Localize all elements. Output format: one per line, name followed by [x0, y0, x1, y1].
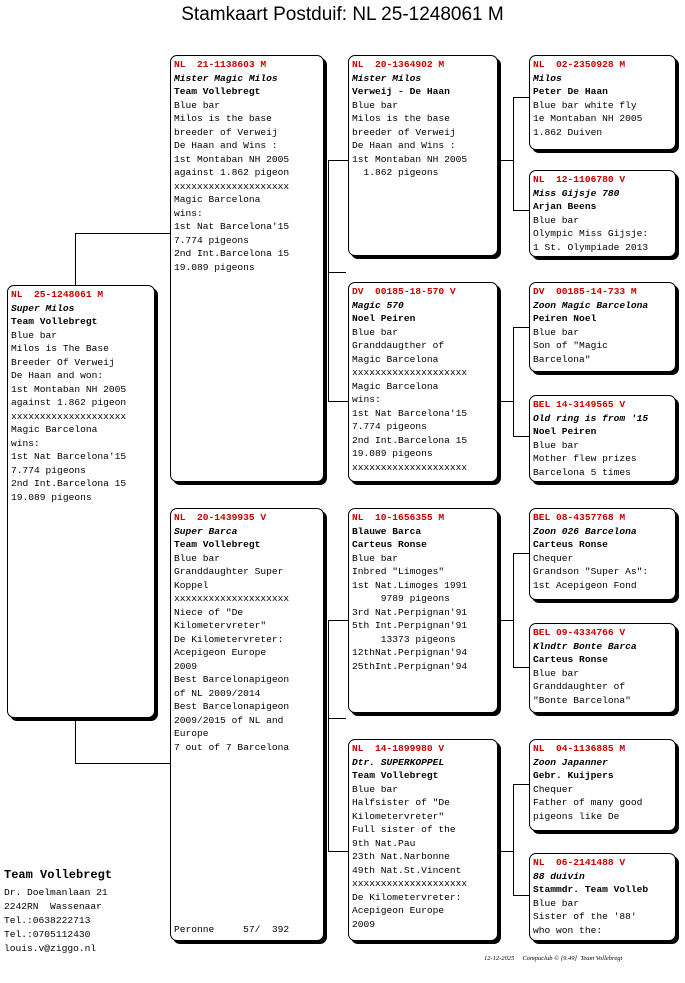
connector-line — [75, 763, 171, 764]
pigeon-name: Mister Magic Milos — [174, 72, 278, 84]
pigeon-name: Magic 570 — [352, 299, 404, 311]
print-date: 12-12-2025 — [484, 955, 515, 962]
info-line: Kilometervreter" — [352, 810, 445, 822]
ring-number: NL 21-1138603 M — [174, 59, 267, 70]
info-line: Granddaughter Super — [174, 566, 284, 577]
breeder-name: Team Vollebregt — [352, 770, 439, 781]
pigeon-name: Dtr. SUPERKOPPEL — [352, 756, 445, 768]
connector-line — [328, 851, 348, 852]
info-line: 1st Nat.Limoges 1991 — [352, 579, 468, 591]
info-line: Barcelona" — [533, 353, 591, 365]
pigeon-name: Super Barca — [174, 525, 238, 537]
ring-number: NL 20-1364902 M — [352, 59, 445, 70]
info-line: 19.089 pigeons — [174, 261, 255, 273]
pigeon-name: Zoon 026 Barcelona — [533, 525, 637, 537]
info-line: 5th Int.Perpignan'91 — [352, 620, 468, 631]
breeder-name: Carteus Ronse — [352, 539, 427, 550]
info-line: Best Barcelonapigeon — [174, 674, 290, 685]
info-line: 1st Montaban NH 2005 — [174, 153, 290, 165]
info-line: Sister of the '88' — [533, 911, 637, 922]
breeder-name: Gebr. Kuijpers — [533, 770, 614, 781]
info-line: Father of many good — [533, 797, 643, 808]
info-line: 13373 pigeons — [352, 633, 456, 645]
connector-line — [499, 401, 513, 402]
info-line: De Haan and Wins : — [174, 140, 278, 151]
info-line: xxxxxxxxxxxxxxxxxxxx — [174, 180, 290, 192]
connector-line — [328, 272, 346, 273]
info-line: "Bonte Barcelona" — [533, 694, 631, 706]
ring-number: DV 00185-14-733 M — [533, 286, 637, 297]
info-line: Blue bar — [352, 326, 399, 338]
connector-line — [499, 851, 513, 852]
info-line: 1.862 Duiven — [533, 126, 603, 138]
info-line: xxxxxxxxxxxxxxxxxxxx — [11, 410, 127, 422]
footer-user: Team Vollebregt — [580, 955, 623, 962]
info-line: De Kilometervreter: — [352, 891, 462, 903]
connector-line — [75, 718, 76, 763]
ring-number: NL 06-2141488 V — [533, 857, 626, 868]
info-line: xxxxxxxxxxxxxxxxxxxx — [352, 878, 468, 889]
ring-number: NL 20-1439935 V — [174, 512, 267, 523]
info-line: 19.089 pigeons — [352, 448, 433, 459]
info-line: Granddaugther of — [352, 340, 445, 351]
info-line: 2nd Int.Barcelona 15 — [352, 434, 468, 446]
connector-line — [499, 160, 513, 161]
info-line: Full sister of the — [352, 824, 456, 835]
info-line: Blue bar — [533, 439, 580, 451]
info-line: Blue bar — [352, 783, 399, 795]
info-line: against 1.862 pigeon — [174, 167, 290, 178]
info-line: Acepigeon Europe — [352, 905, 445, 916]
owner-email[interactable]: louis.v@ziggo.nl — [4, 943, 97, 954]
info-line: 7.774 pigeons — [352, 421, 427, 432]
info-line: Blue bar — [352, 552, 399, 564]
info-line: Granddaughter of — [533, 681, 626, 692]
ring-number: BEL 09-4334766 V — [533, 627, 626, 638]
pigeon-card-mfm[interactable] — [529, 623, 676, 713]
pigeon-name: Miss Gijsje 780 — [533, 187, 620, 199]
info-line: Blue bar — [174, 552, 221, 564]
info-line: 1 St. Olympiade 2013 — [533, 241, 649, 253]
info-line: Chequer — [533, 783, 574, 795]
info-line: Magic Barcelona — [11, 424, 98, 435]
info-line: 2nd Int.Barcelona 15 — [174, 248, 290, 259]
info-line: wins: — [11, 437, 40, 449]
breeder-name: Team Vollebregt — [174, 86, 261, 97]
pigeon-card-fmm[interactable] — [529, 395, 676, 482]
info-line: Blue bar — [533, 326, 580, 338]
ring-number: BEL 08-4357768 M — [533, 512, 626, 523]
info-line: De Kilometervreter: — [174, 633, 284, 645]
info-line: Milos is the base — [352, 113, 450, 124]
info-line: 23th Nat.Narbonne — [352, 851, 450, 862]
info-line: Milos is The Base — [11, 343, 109, 354]
breeder-name: Team Vollebregt — [174, 539, 261, 550]
breeder-name: Team Vollebregt — [11, 316, 98, 327]
pigeon-card-mother-father[interactable] — [348, 508, 498, 713]
owner-contact — [4, 868, 112, 956]
ring-number: NL 14-1899980 V — [352, 743, 445, 754]
info-line: 1st Montaban NH 2005 — [11, 383, 127, 395]
info-line: Milos is the base — [174, 113, 272, 124]
ring-number: NL 12-1106780 V — [533, 174, 626, 185]
ring-number: NL 10-1656355 M — [352, 512, 445, 523]
owner-address: Dr. Doelmanlaan 21 — [4, 887, 108, 898]
info-line: Kilometervreter" — [174, 620, 267, 631]
info-line: Blue bar — [11, 329, 58, 341]
info-line: 1st Acepigeon Fond — [533, 579, 637, 591]
connector-line — [328, 620, 329, 852]
info-line: Olympic Miss Gijsje: — [533, 228, 649, 239]
info-line: Grandson "Super As": — [533, 566, 649, 577]
connector-line — [513, 97, 514, 211]
info-line: wins: — [174, 207, 203, 219]
pigeon-name: Super Milos — [11, 302, 75, 314]
info-line: Son of "Magic — [533, 340, 608, 351]
info-line: Niece of "De — [174, 606, 244, 618]
connector-line — [513, 784, 514, 896]
owner-name: Team Vollebregt — [4, 868, 113, 882]
info-line: 2009/2015 of NL and — [174, 714, 284, 726]
pigeon-name: 88 duivin — [533, 870, 585, 882]
info-line: Europe — [174, 728, 209, 739]
info-line: Magic Barcelona — [352, 380, 439, 392]
connector-line — [499, 620, 513, 621]
connector-line — [328, 718, 346, 719]
connector-line — [75, 233, 76, 285]
info-line: pigeons like De — [533, 810, 620, 822]
connector-line — [513, 784, 529, 785]
info-line: Best Barcelonapigeon — [174, 701, 290, 712]
breeder-name: Stammdr. Team Volleb — [533, 884, 649, 895]
info-line: Magic Barcelona — [352, 353, 439, 365]
pigeon-name: Klndtr Bonte Barca — [533, 640, 637, 652]
info-line: 2nd Int.Barcelona 15 — [11, 478, 127, 489]
connector-line — [75, 233, 171, 234]
connector-line — [513, 210, 529, 211]
connector-line — [513, 553, 514, 668]
info-line: Blue bar — [352, 99, 399, 111]
info-line: 1st Nat Barcelona'15 — [174, 221, 290, 232]
ring-number: NL 25-1248061 M — [11, 289, 104, 300]
info-line: Magic Barcelona — [174, 194, 261, 205]
info-line: De Haan and Wins : — [352, 140, 456, 151]
info-line: Blue bar — [174, 99, 221, 111]
pigeon-name: Mister Milos — [352, 72, 422, 84]
pigeon-card-father[interactable] — [170, 55, 324, 482]
info-line: Breeder Of Verweij — [11, 356, 115, 368]
info-line: Halfsister of "De — [352, 797, 450, 808]
race-result-footer: Peronne 57/ 392 — [174, 923, 290, 935]
info-line: 7 out of 7 Barcelona — [174, 741, 290, 753]
info-line: of NL 2009/2014 — [174, 687, 261, 699]
connector-line — [513, 895, 529, 896]
info-line: 12thNat.Perpignan'94 — [352, 647, 468, 658]
info-line: Chequer — [533, 552, 574, 564]
info-line: 9789 pigeons — [352, 593, 450, 604]
breeder-name: Arjan Beens — [533, 201, 597, 212]
pigeon-card-father-father[interactable] — [348, 55, 498, 256]
info-line: 49th Nat.St.Vincent — [352, 864, 462, 876]
ring-number: NL 02-2350928 M — [533, 59, 626, 70]
info-line: against 1.862 pigeon — [11, 397, 127, 408]
breeder-name: Noel Peiren — [352, 313, 416, 324]
info-line: 1st Montaban NH 2005 — [352, 153, 468, 165]
info-line: Inbred "Limoges" — [352, 566, 445, 577]
info-line: 2009 — [174, 660, 198, 672]
info-line: 1.862 pigeons — [352, 167, 439, 178]
pigeon-card-fff[interactable] — [529, 55, 676, 150]
connector-line — [328, 160, 329, 402]
pigeon-card-subject[interactable] — [7, 285, 155, 718]
info-line: xxxxxxxxxxxxxxxxxxxx — [352, 461, 468, 473]
info-line: Acepigeon Europe — [174, 647, 267, 658]
info-line: Barcelona 5 times — [533, 466, 631, 478]
connector-line — [328, 620, 348, 621]
pigeon-card-mmm[interactable] — [529, 853, 676, 941]
info-line: breeder of Verweij — [174, 126, 278, 138]
info-line: 1st Nat Barcelona'15 — [11, 451, 127, 462]
info-line: Blue bar white fly — [533, 99, 637, 111]
pigeon-card-mmf[interactable] — [529, 739, 676, 831]
connector-line — [328, 401, 348, 402]
info-line: Blue bar — [533, 667, 580, 679]
info-line: 25thInt.Perpignan'94 — [352, 660, 468, 672]
connector-line — [513, 327, 514, 437]
pigeon-name: Milos — [533, 72, 562, 84]
page-title: Stamkaart Postduif: NL 25-1248061 M — [181, 4, 504, 25]
breeder-name: Peiren Noel — [533, 313, 597, 324]
pigeon-name: Blauwe Barca — [352, 525, 422, 537]
pigeon-name: Zoon Japanner — [533, 756, 608, 768]
info-line: De Haan and won: — [11, 370, 104, 381]
breeder-name: Verweij - De Haan — [352, 86, 450, 97]
info-line: 19.089 pigeons — [11, 491, 92, 503]
connector-line — [513, 436, 529, 437]
info-line: xxxxxxxxxxxxxxxxxxxx — [352, 367, 468, 378]
connector-line — [513, 97, 529, 98]
pigeon-card-mff[interactable] — [529, 508, 676, 600]
ring-number: DV 00185-18-570 V — [352, 286, 456, 297]
info-line: 9th Nat.Pau — [352, 837, 416, 849]
connector-line — [328, 160, 348, 161]
info-line: Blue bar — [533, 214, 580, 226]
owner-phone: Tel.:0638222713 — [4, 915, 91, 926]
connector-line — [513, 553, 529, 554]
breeder-name: Peter De Haan — [533, 86, 608, 97]
info-line: breeder of Verweij — [352, 126, 456, 138]
pigeon-card-father-mother[interactable] — [348, 282, 498, 482]
info-line: 2009 — [352, 918, 376, 930]
pigeon-name: Old ring is from '15 — [533, 412, 649, 424]
owner-city: 2242RN Wassenaar — [4, 901, 102, 912]
ring-number: NL 04-1136885 M — [533, 743, 626, 754]
info-line: who won the: — [533, 924, 603, 936]
ring-number: BEL 14-3149565 V — [533, 399, 626, 410]
info-line: Blue bar — [533, 897, 580, 909]
info-line: Mother flew prizes — [533, 453, 637, 464]
pigeon-card-mother[interactable] — [170, 508, 324, 941]
info-line: wins: — [352, 394, 381, 405]
breeder-name: Carteus Ronse — [533, 654, 608, 665]
software-credit: Compuclub © [9.49] — [522, 955, 578, 962]
pigeon-card-mother-mother[interactable] — [348, 739, 498, 941]
breeder-name: Noel Peiren — [533, 426, 597, 437]
pigeon-name: Zoon Magic Barcelona — [533, 299, 649, 311]
info-line: 7.774 pigeons — [174, 234, 249, 246]
info-line: xxxxxxxxxxxxxxxxxxxx — [174, 593, 290, 604]
connector-line — [513, 327, 529, 328]
pigeon-card-fmf[interactable] — [529, 282, 676, 372]
breeder-name: Carteus Ronse — [533, 539, 608, 550]
info-line: 1st Nat Barcelona'15 — [352, 407, 468, 419]
connector-line — [513, 667, 529, 668]
info-line: 7.774 pigeons — [11, 464, 86, 476]
owner-phone: Tel.:0705112430 — [4, 929, 91, 940]
pigeon-card-ffm[interactable] — [529, 170, 676, 257]
info-line: 3rd Nat.Perpignan'91 — [352, 606, 468, 618]
print-footer — [484, 955, 622, 962]
info-line: Koppel — [174, 579, 209, 591]
info-line: 1e Montaban NH 2005 — [533, 113, 643, 124]
